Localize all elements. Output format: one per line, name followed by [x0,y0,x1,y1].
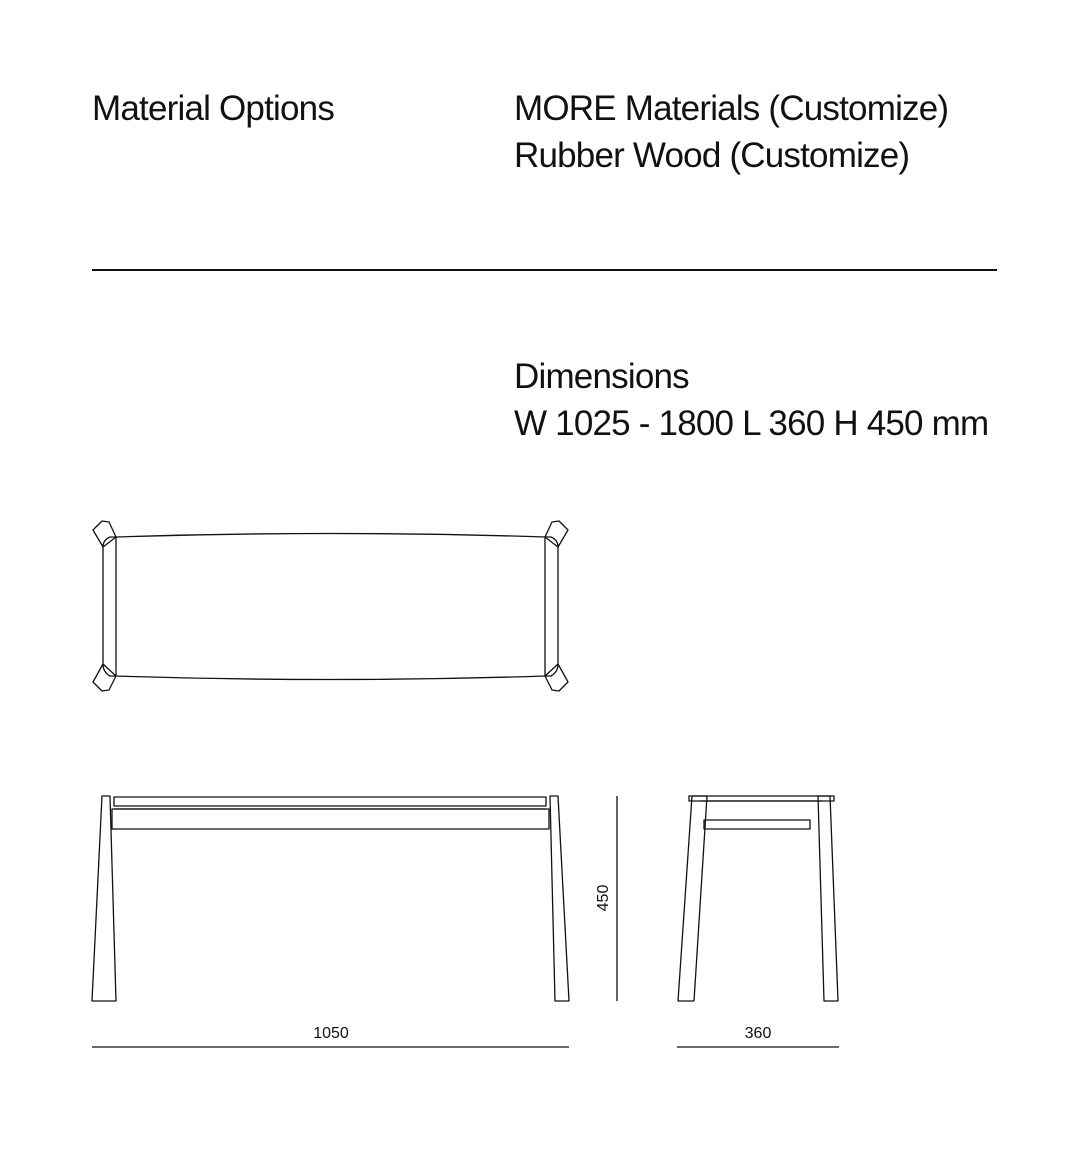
top-view-seat-outline [116,534,545,680]
bench-side-view [678,796,838,1001]
top-view-leg-top-right [545,521,568,547]
material-options-label: Material Options [92,89,335,128]
top-view-leg-bottom-right [545,664,568,691]
height-dimension-label: 450 [595,884,612,912]
front-view-right-leg [550,796,569,1001]
material-option-more: MORE Materials (Customize) [514,89,949,128]
bench-front-view [92,796,569,1001]
top-view-leg-bottom-left [93,664,116,691]
side-view-stretcher [704,820,810,829]
width-dimension-label: 1050 [313,1025,349,1042]
front-view-seat [114,797,546,806]
top-view-right-end-rail [545,537,558,676]
depth-dimension-label: 360 [744,1025,772,1042]
side-view-seat [689,796,834,801]
bench-top-view [93,521,568,691]
front-view-stretcher [112,809,549,829]
top-view-leg-top-left [93,521,116,547]
side-view-right-leg [818,796,838,1001]
top-view-left-end-rail [103,537,116,676]
dimensions-value: W 1025 - 1800 L 360 H 450 mm [514,404,989,443]
material-option-rubber-wood: Rubber Wood (Customize) [514,136,910,175]
dimensions-label: Dimensions [514,357,689,396]
side-view-left-leg [678,796,707,1001]
